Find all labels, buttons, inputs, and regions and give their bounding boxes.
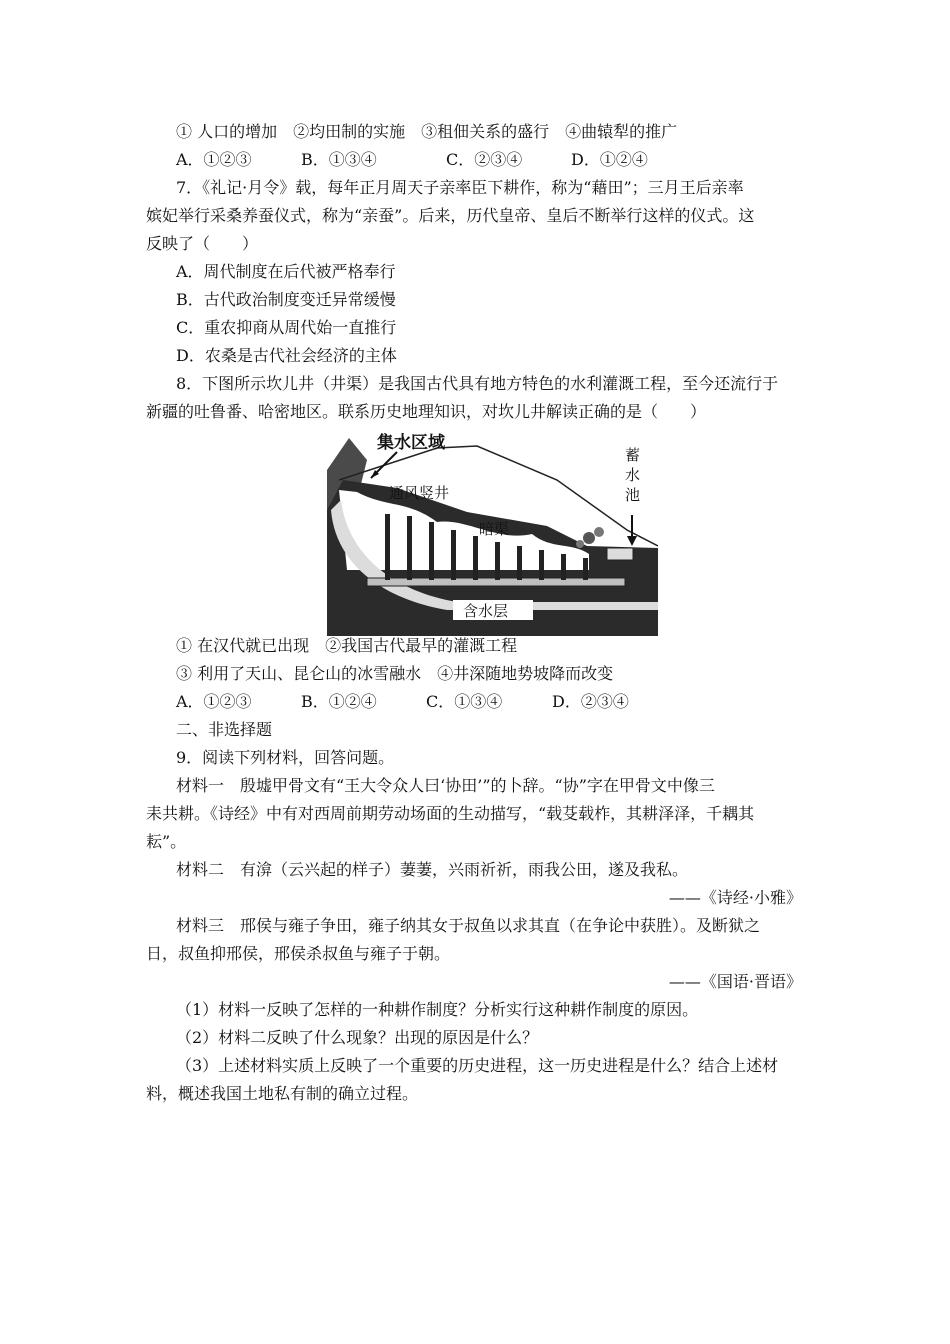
q6-option-b: B．①③④: [301, 150, 377, 169]
q8-stem-line2: 新疆的吐鲁番、哈密地区。联系历史地理知识，对坎儿井解读正确的是（ ）: [146, 402, 707, 421]
q7-stem-line1: 7．《礼记·月令》载，每年正月周天子亲率臣下耕作，称为“藉田”；三月王后亲率: [176, 178, 744, 197]
q9-intro: 9．阅读下列材料，回答问题。: [176, 748, 395, 767]
label-shaft: 通风竖井: [389, 484, 450, 502]
q9-subquestion-1: （1）材料一反映了怎样的一种耕作制度？分析实行这种耕作制度的原因。: [176, 1000, 699, 1019]
label-pool-3: 池: [625, 486, 641, 504]
q7-option-d: D．农桑是古代社会经济的主体: [176, 346, 397, 365]
q9-material3-source: ——《国语·晋语》: [668, 972, 802, 991]
q8-option-d: D．②③④: [552, 692, 629, 711]
label-canal: 暗渠: [479, 520, 510, 538]
q6-items: ① 人口的增加 ②均田制的实施 ③租佃关系的盛行 ④曲辕犁的推广: [176, 122, 678, 141]
q7-stem-line3: 反映了（ ）: [146, 234, 259, 253]
q6-option-c: C．②③④: [446, 150, 523, 169]
q6-option-a: A．①②③: [176, 150, 252, 169]
q9-subquestion-3-line1: （3）上述材料实质上反映了一个重要的历史进程，这一历史进程是什么？结合上述材: [176, 1056, 779, 1075]
q9-material2-source: ——《诗经·小雅》: [668, 888, 802, 907]
q9-subquestion-2: （2）材料二反映了什么现象？出现的原因是什么？: [176, 1028, 539, 1047]
q8-option-b: B．①②④: [301, 692, 377, 711]
q7-option-a: A．周代制度在后代被严格奉行: [176, 262, 396, 281]
q6-option-d: D．①②④: [571, 150, 648, 169]
q9-material1-line2: 耒共耕。《诗经》中有对西周前期劳动场面的生动描写，“载芟载柞，其耕泽泽，千耦其: [146, 804, 755, 823]
q7-option-b: B．古代政治制度变迁异常缓慢: [176, 290, 396, 309]
q7-stem-line2: 嫔妃举行采桑养蚕仪式，称为“亲蚕”。后来，历代皇帝、皇后不断举行这样的仪式。这: [146, 206, 755, 225]
q9-subquestion-3-line2: 料，概述我国土地私有制的确立过程。: [146, 1084, 419, 1103]
q9-material1-line1: 材料一 殷墟甲骨文有“王大令众人曰‘协田’”的卜辞。“协”字在甲骨文中像三: [176, 776, 715, 795]
q7-option-c: C．重农抑商从周代始一直推行: [176, 318, 397, 337]
section-heading: 二、非选择题: [176, 720, 273, 739]
label-pool-1: 蓄: [625, 446, 641, 464]
q9-material1-line3: 耘”。: [146, 832, 187, 851]
label-pool-2: 水: [625, 466, 641, 484]
q8-items-line1: ① 在汉代就已出现 ②我国古代最早的灌溉工程: [176, 636, 518, 655]
q9-material3-line2: 日，叔鱼抑邢侯，邢侯杀叔鱼与雍子于朝。: [146, 944, 451, 963]
q9-material3-line1: 材料三 邢侯与雍子争田，雍子纳其女于叔鱼以求其直（在争论中获胜）。及断狱之: [176, 916, 761, 935]
label-catchment: 集水区域: [377, 433, 445, 452]
q8-items-line2: ③ 利用了天山、昆仑山的冰雪融水 ④井深随地势坡降而改变: [176, 664, 614, 683]
q8-option-a: A．①②③: [176, 692, 252, 711]
q8-options: [176, 692, 629, 712]
label-aquifer: 含水层: [463, 602, 509, 620]
q6-options: [176, 150, 648, 170]
q9-material2: 材料二 有渰（云兴起的样子）萋萋，兴雨祈祈，雨我公田，遂及我私。: [176, 860, 689, 879]
q8-option-c: C．①③④: [426, 692, 503, 711]
q8-stem-line1: 8．下图所示坎儿井（井渠）是我国古代具有地方特色的水利灌溉工程，至今还流行于: [176, 374, 779, 393]
karez-diagram: [327, 430, 658, 636]
